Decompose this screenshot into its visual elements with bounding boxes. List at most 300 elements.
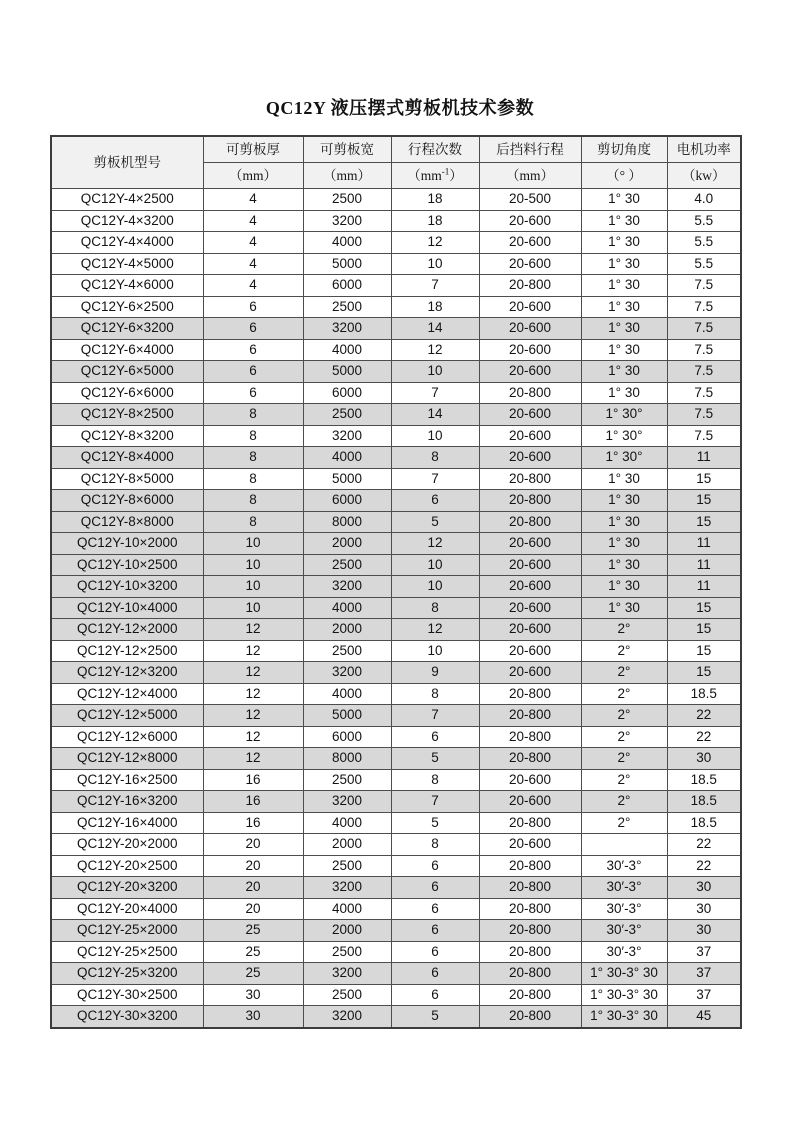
cell-strokes: 8 [391,447,479,469]
cell-angle: 1° 30-3° 30 [581,963,667,985]
cell-strokes: 10 [391,554,479,576]
cell-model: QC12Y-6×2500 [51,296,203,318]
cell-power: 4.0 [667,189,741,211]
cell-backgauge: 20-800 [479,812,581,834]
cell-strokes: 5 [391,1006,479,1028]
cell-power: 11 [667,533,741,555]
cell-backgauge: 20-600 [479,791,581,813]
cell-backgauge: 20-800 [479,705,581,727]
cell-angle: 2° [581,662,667,684]
cell-model: QC12Y-12×2000 [51,619,203,641]
cell-angle: 1° 30 [581,318,667,340]
cell-angle: 2° [581,812,667,834]
unit-strokes-pre: （mm [407,168,442,183]
cell-angle: 1° 30 [581,339,667,361]
cell-thickness: 6 [203,296,303,318]
cell-thickness: 6 [203,361,303,383]
cell-thickness: 12 [203,683,303,705]
table-row [51,1006,741,1028]
col-header-angle: 剪切角度 [581,136,667,163]
cell-thickness: 25 [203,941,303,963]
cell-thickness: 6 [203,339,303,361]
cell-width: 4000 [303,597,391,619]
cell-width: 6000 [303,726,391,748]
cell-backgauge: 20-600 [479,361,581,383]
col-unit-thickness: （mm） [203,163,303,189]
cell-strokes: 12 [391,339,479,361]
cell-model: QC12Y-12×8000 [51,748,203,770]
cell-power: 18.5 [667,683,741,705]
col-header-thickness: 可剪板厚 [203,136,303,163]
cell-power: 15 [667,662,741,684]
cell-power: 15 [667,490,741,512]
col-header-width: 可剪板宽 [303,136,391,163]
cell-angle: 1° 30 [581,554,667,576]
cell-angle: 2° [581,748,667,770]
cell-model: QC12Y-20×2500 [51,855,203,877]
table-row [51,640,741,662]
cell-width: 8000 [303,748,391,770]
cell-strokes: 10 [391,361,479,383]
cell-width: 2000 [303,619,391,641]
table-row [51,382,741,404]
cell-power: 30 [667,898,741,920]
cell-power: 37 [667,963,741,985]
table-row [51,490,741,512]
cell-angle [581,834,667,856]
table-row [51,253,741,275]
cell-angle: 1° 30 [581,232,667,254]
cell-strokes: 8 [391,683,479,705]
cell-angle: 1° 30 [581,189,667,211]
cell-strokes: 5 [391,812,479,834]
cell-width: 6000 [303,275,391,297]
cell-thickness: 12 [203,726,303,748]
table-row [51,361,741,383]
cell-width: 2500 [303,984,391,1006]
cell-width: 2500 [303,855,391,877]
cell-model: QC12Y-10×2000 [51,533,203,555]
cell-model: QC12Y-6×4000 [51,339,203,361]
cell-power: 22 [667,726,741,748]
cell-power: 37 [667,984,741,1006]
cell-thickness: 12 [203,619,303,641]
cell-power: 15 [667,640,741,662]
cell-angle: 2° [581,726,667,748]
cell-model: QC12Y-4×4000 [51,232,203,254]
cell-thickness: 4 [203,232,303,254]
cell-angle: 1° 30 [581,253,667,275]
cell-backgauge: 20-800 [479,726,581,748]
cell-strokes: 14 [391,404,479,426]
cell-backgauge: 20-600 [479,619,581,641]
cell-thickness: 30 [203,1006,303,1028]
cell-width: 2500 [303,554,391,576]
cell-backgauge: 20-600 [479,339,581,361]
cell-power: 7.5 [667,382,741,404]
cell-power: 18.5 [667,769,741,791]
table-row [51,597,741,619]
cell-strokes: 8 [391,597,479,619]
cell-power: 11 [667,554,741,576]
cell-strokes: 10 [391,576,479,598]
table-row [51,662,741,684]
cell-backgauge: 20-800 [479,984,581,1006]
table-row [51,941,741,963]
cell-power: 22 [667,705,741,727]
cell-strokes: 12 [391,232,479,254]
cell-thickness: 25 [203,920,303,942]
cell-backgauge: 20-800 [479,511,581,533]
cell-power: 5.5 [667,232,741,254]
cell-width: 3200 [303,963,391,985]
cell-angle: 2° [581,683,667,705]
cell-angle: 1° 30° [581,404,667,426]
cell-strokes: 6 [391,490,479,512]
table-row [51,296,741,318]
cell-thickness: 20 [203,877,303,899]
cell-model: QC12Y-12×5000 [51,705,203,727]
cell-strokes: 9 [391,662,479,684]
unit-strokes-sup: -1 [441,166,450,177]
cell-thickness: 16 [203,769,303,791]
cell-strokes: 12 [391,619,479,641]
cell-angle: 1° 30 [581,210,667,232]
cell-model: QC12Y-8×4000 [51,447,203,469]
cell-width: 3200 [303,791,391,813]
cell-power: 22 [667,834,741,856]
table-row [51,855,741,877]
cell-thickness: 4 [203,253,303,275]
cell-width: 3200 [303,1006,391,1028]
cell-angle: 1° 30° [581,425,667,447]
cell-thickness: 10 [203,576,303,598]
cell-model: QC12Y-20×2000 [51,834,203,856]
cell-model: QC12Y-6×3200 [51,318,203,340]
cell-power: 5.5 [667,253,741,275]
cell-thickness: 20 [203,855,303,877]
cell-width: 3200 [303,576,391,598]
cell-width: 2500 [303,189,391,211]
cell-model: QC12Y-10×2500 [51,554,203,576]
cell-backgauge: 20-500 [479,189,581,211]
cell-thickness: 8 [203,468,303,490]
cell-model: QC12Y-4×3200 [51,210,203,232]
cell-angle: 2° [581,769,667,791]
cell-thickness: 12 [203,705,303,727]
cell-angle: 1° 30 [581,576,667,598]
cell-power: 37 [667,941,741,963]
cell-model: QC12Y-4×2500 [51,189,203,211]
table-row [51,189,741,211]
table-row [51,619,741,641]
table-row [51,425,741,447]
cell-backgauge: 20-800 [479,683,581,705]
cell-backgauge: 20-600 [479,296,581,318]
cell-strokes: 5 [391,748,479,770]
header-label-row [51,136,741,163]
cell-width: 2500 [303,296,391,318]
cell-power: 30 [667,748,741,770]
cell-thickness: 12 [203,640,303,662]
cell-model: QC12Y-16×3200 [51,791,203,813]
cell-power: 18.5 [667,791,741,813]
cell-thickness: 25 [203,963,303,985]
cell-backgauge: 20-600 [479,232,581,254]
unit-strokes-post: ） [449,168,463,183]
cell-power: 7.5 [667,296,741,318]
cell-strokes: 6 [391,984,479,1006]
cell-strokes: 8 [391,834,479,856]
cell-thickness: 8 [203,511,303,533]
cell-strokes: 7 [391,468,479,490]
cell-model: QC12Y-12×6000 [51,726,203,748]
table-row [51,877,741,899]
cell-width: 4000 [303,683,391,705]
table-row [51,576,741,598]
cell-strokes: 7 [391,705,479,727]
table-row [51,769,741,791]
cell-width: 2000 [303,920,391,942]
cell-model: QC12Y-16×2500 [51,769,203,791]
cell-width: 4000 [303,232,391,254]
cell-angle: 1° 30 [581,468,667,490]
cell-angle: 1° 30 [581,296,667,318]
table-row [51,984,741,1006]
cell-width: 6000 [303,382,391,404]
cell-width: 3200 [303,662,391,684]
col-unit-width: （mm） [303,163,391,189]
cell-width: 3200 [303,210,391,232]
table-row [51,210,741,232]
cell-width: 4000 [303,447,391,469]
cell-power: 7.5 [667,275,741,297]
cell-thickness: 8 [203,425,303,447]
cell-backgauge: 20-800 [479,941,581,963]
cell-angle: 30′-3° [581,941,667,963]
cell-model: QC12Y-12×2500 [51,640,203,662]
cell-width: 3200 [303,877,391,899]
cell-strokes: 10 [391,640,479,662]
cell-power: 11 [667,576,741,598]
cell-backgauge: 20-600 [479,425,581,447]
cell-strokes: 18 [391,189,479,211]
col-header-strokes: 行程次数 [391,136,479,163]
cell-backgauge: 20-800 [479,382,581,404]
cell-strokes: 12 [391,533,479,555]
cell-model: QC12Y-20×4000 [51,898,203,920]
cell-model: QC12Y-4×6000 [51,275,203,297]
table-row [51,447,741,469]
cell-width: 4000 [303,339,391,361]
cell-thickness: 10 [203,597,303,619]
cell-strokes: 18 [391,210,479,232]
cell-thickness: 4 [203,210,303,232]
cell-angle: 1° 30 [581,361,667,383]
cell-width: 2000 [303,533,391,555]
cell-width: 8000 [303,511,391,533]
cell-power: 7.5 [667,318,741,340]
cell-power: 18.5 [667,812,741,834]
cell-thickness: 12 [203,662,303,684]
cell-backgauge: 20-600 [479,554,581,576]
cell-backgauge: 20-600 [479,533,581,555]
cell-thickness: 20 [203,898,303,920]
col-header-backgauge: 后挡料行程 [479,136,581,163]
cell-strokes: 18 [391,296,479,318]
table-row [51,748,741,770]
table-header [51,136,741,189]
cell-thickness: 16 [203,791,303,813]
cell-thickness: 16 [203,812,303,834]
col-unit-backgauge: （mm） [479,163,581,189]
cell-model: QC12Y-4×5000 [51,253,203,275]
cell-model: QC12Y-12×3200 [51,662,203,684]
col-unit-power: （kw） [667,163,741,189]
cell-power: 15 [667,597,741,619]
cell-thickness: 10 [203,554,303,576]
cell-power: 7.5 [667,404,741,426]
cell-width: 2500 [303,941,391,963]
cell-thickness: 12 [203,748,303,770]
col-unit-strokes [391,163,479,189]
cell-backgauge: 20-800 [479,275,581,297]
cell-angle: 1° 30 [581,490,667,512]
cell-angle: 2° [581,791,667,813]
cell-width: 2500 [303,640,391,662]
cell-strokes: 6 [391,877,479,899]
cell-power: 5.5 [667,210,741,232]
cell-power: 15 [667,511,741,533]
cell-backgauge: 20-800 [479,468,581,490]
cell-width: 2500 [303,769,391,791]
cell-angle: 2° [581,640,667,662]
cell-backgauge: 20-800 [479,898,581,920]
cell-strokes: 7 [391,382,479,404]
table-row [51,404,741,426]
table-row [51,533,741,555]
col-header-power: 电机功率 [667,136,741,163]
cell-backgauge: 20-600 [479,640,581,662]
cell-backgauge: 20-800 [479,490,581,512]
cell-backgauge: 20-600 [479,318,581,340]
cell-strokes: 14 [391,318,479,340]
cell-strokes: 5 [391,511,479,533]
cell-backgauge: 20-600 [479,447,581,469]
cell-model: QC12Y-8×5000 [51,468,203,490]
cell-power: 15 [667,619,741,641]
cell-strokes: 6 [391,898,479,920]
cell-strokes: 6 [391,941,479,963]
cell-angle: 30′-3° [581,920,667,942]
cell-backgauge: 20-600 [479,834,581,856]
cell-angle: 1° 30 [581,597,667,619]
table-row [51,834,741,856]
cell-width: 5000 [303,705,391,727]
table-row [51,511,741,533]
table-row [51,468,741,490]
table-row [51,791,741,813]
cell-backgauge: 20-600 [479,253,581,275]
cell-model: QC12Y-30×3200 [51,1006,203,1028]
cell-thickness: 20 [203,834,303,856]
cell-backgauge: 20-800 [479,1006,581,1028]
cell-angle: 1° 30-3° 30 [581,984,667,1006]
cell-angle: 30′-3° [581,877,667,899]
cell-strokes: 6 [391,726,479,748]
cell-power: 45 [667,1006,741,1028]
cell-thickness: 6 [203,382,303,404]
cell-thickness: 8 [203,404,303,426]
cell-width: 3200 [303,425,391,447]
cell-thickness: 8 [203,490,303,512]
cell-angle: 2° [581,705,667,727]
cell-thickness: 10 [203,533,303,555]
cell-model: QC12Y-10×4000 [51,597,203,619]
cell-backgauge: 20-800 [479,963,581,985]
cell-power: 30 [667,877,741,899]
cell-backgauge: 20-800 [479,855,581,877]
cell-backgauge: 20-600 [479,576,581,598]
cell-model: QC12Y-10×3200 [51,576,203,598]
cell-backgauge: 20-600 [479,597,581,619]
cell-angle: 30′-3° [581,898,667,920]
cell-angle: 1° 30 [581,275,667,297]
cell-model: QC12Y-25×2500 [51,941,203,963]
cell-strokes: 10 [391,253,479,275]
cell-width: 6000 [303,490,391,512]
cell-model: QC12Y-8×6000 [51,490,203,512]
cell-strokes: 7 [391,275,479,297]
cell-angle: 2° [581,619,667,641]
cell-model: QC12Y-12×4000 [51,683,203,705]
table-row [51,318,741,340]
cell-model: QC12Y-8×2500 [51,404,203,426]
table-row [51,898,741,920]
cell-backgauge: 20-600 [479,769,581,791]
cell-angle: 1° 30 [581,382,667,404]
cell-strokes: 6 [391,855,479,877]
cell-thickness: 4 [203,189,303,211]
cell-model: QC12Y-20×3200 [51,877,203,899]
table-row [51,275,741,297]
cell-thickness: 6 [203,318,303,340]
cell-model: QC12Y-6×6000 [51,382,203,404]
cell-model: QC12Y-16×4000 [51,812,203,834]
cell-width: 5000 [303,361,391,383]
page-title: QC12Y 液压摆式剪板机技术参数 [265,98,535,118]
cell-strokes: 6 [391,963,479,985]
cell-width: 2000 [303,834,391,856]
spec-table [50,135,742,1029]
cell-angle: 1° 30 [581,511,667,533]
cell-width: 4000 [303,898,391,920]
cell-model: QC12Y-6×5000 [51,361,203,383]
cell-thickness: 30 [203,984,303,1006]
cell-backgauge: 20-800 [479,748,581,770]
cell-width: 2500 [303,404,391,426]
cell-model: QC12Y-25×3200 [51,963,203,985]
cell-model: QC12Y-8×8000 [51,511,203,533]
cell-strokes: 8 [391,769,479,791]
cell-power: 15 [667,468,741,490]
cell-power: 30 [667,920,741,942]
cell-backgauge: 20-600 [479,662,581,684]
cell-strokes: 7 [391,791,479,813]
cell-backgauge: 20-600 [479,210,581,232]
cell-model: QC12Y-8×3200 [51,425,203,447]
table-row [51,705,741,727]
